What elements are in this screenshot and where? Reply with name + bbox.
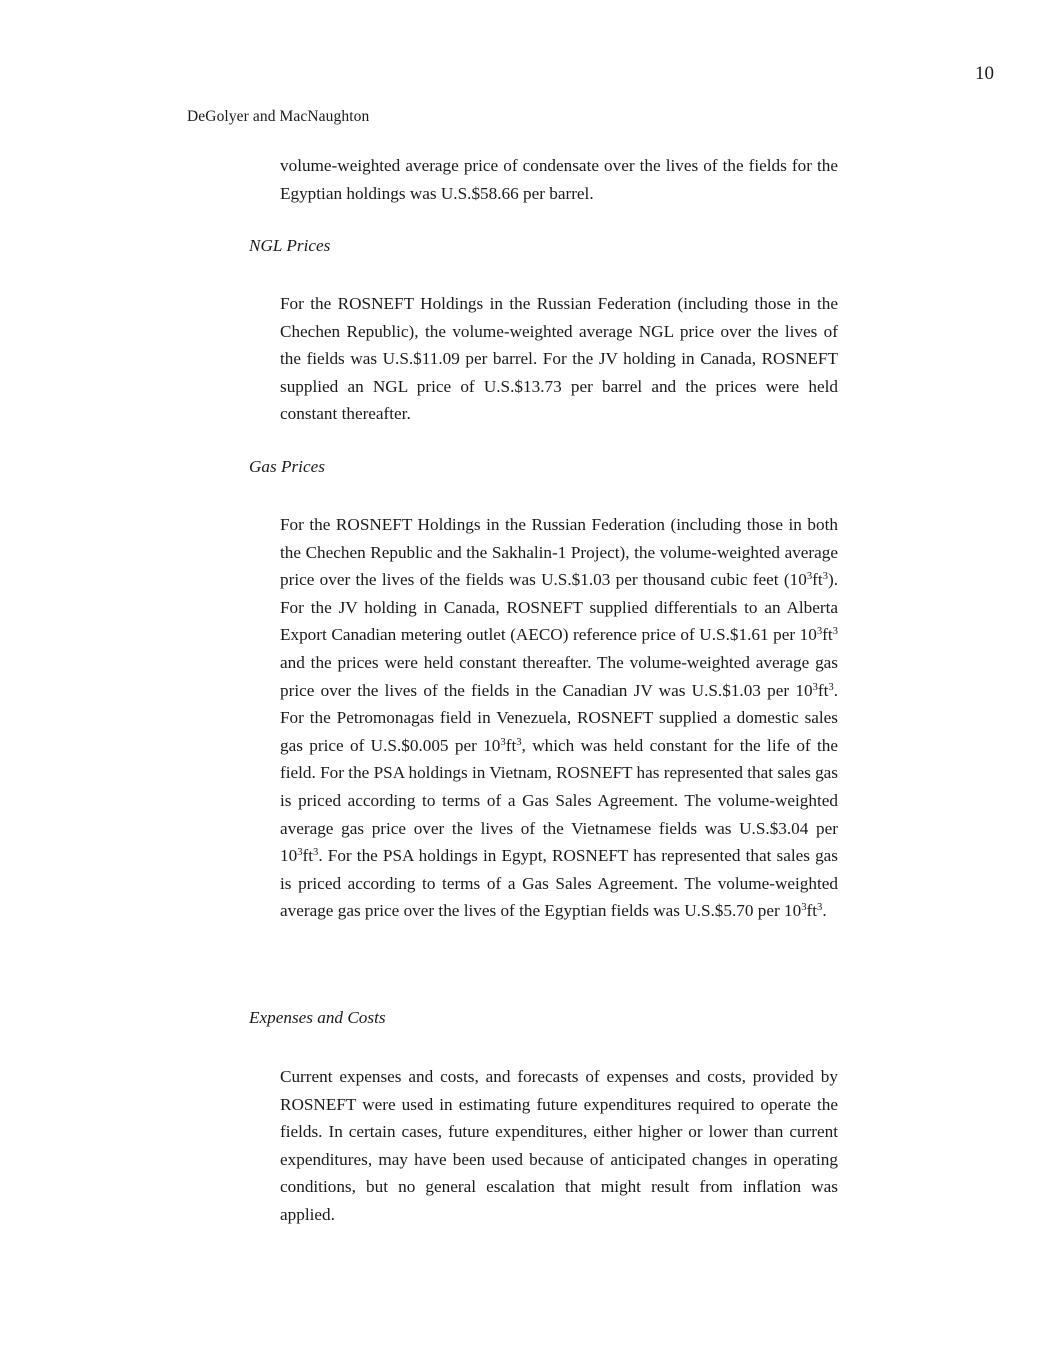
- gas-text-5: , which was held constant for the life of the field. For the PSA holdings in Vietnam, ROSNEFT has represented that sales gas is priced according to terms of a Gas Sales Agreement. The volume-weighted average gas price over the lives of the Vietnamese fields was U.S.$3.04 per 10: [280, 735, 839, 866]
- unit-exponent: 3: [500, 736, 506, 748]
- gas-text-6: . For the PSA holdings in Egypt, ROSNEFT has represented that sales gas is priced according to terms of a Gas Sales Agreement. The volume-weighted average gas price over the lives of the Egyptian fields was U.S.$5.70 per 10: [280, 846, 838, 921]
- unit-ft: ft: [812, 570, 823, 590]
- gas-text-1: For the ROSNEFT Holdings in the Russian Federation (including those in both the Chechen Republic and the Sakhalin-1 Project), the volume-weighted average price over the lives of the fields was U.S.$1.03 per thousand cubic feet (10: [280, 515, 838, 590]
- unit-exponent: 3: [817, 902, 823, 914]
- unit-exponent: 3: [832, 626, 838, 638]
- gas-text-3: and the prices were held constant thereafter. The volume-weighted average gas price over the lives of the fields in the Canadian JV was U.S.$1.03 per 10: [280, 652, 838, 700]
- page-number: 10: [975, 63, 994, 84]
- unit-ft: ft: [806, 901, 818, 921]
- unit-ft: ft: [505, 735, 517, 755]
- unit-exponent: 3: [297, 847, 303, 859]
- unit-exponent: 3: [812, 681, 818, 693]
- unit-ft: ft: [302, 846, 314, 866]
- ngl-prices-heading: NGL Prices: [249, 236, 331, 255]
- unit-exponent: 3: [806, 571, 813, 583]
- unit-exponent: 3: [822, 571, 828, 583]
- expenses-costs-paragraph: Current expenses and costs, and forecasts of expenses and costs, provided by ROSNEFT were used in estimating future expenditures required to operate the fields. In certain cases, future expenditures, either higher or lower than current expenditures, may have been used because of anticipated changes in operating conditions, but no general escalation that might result from inflation was applied.: [280, 1067, 838, 1224]
- unit-ft: ft: [822, 625, 833, 645]
- unit-exponent: 3: [816, 626, 823, 638]
- firm-name-header: DeGolyer and MacNaughton: [187, 108, 370, 125]
- ngl-prices-paragraph: For the ROSNEFT Holdings in the Russian Federation (including those in the Chechen Republic), the volume-weighted average NGL price over the lives of the fields was U.S.$11.09 per barrel. For the JV holding in Canada, ROSNEFT supplied an NGL price of U.S.$13.73 per barrel and the prices were held constant thereafter.: [280, 294, 838, 424]
- condensate-price-paragraph: volume-weighted average price of condensate over the lives of the fields for the Egyptian holdings was U.S.$58.66 per barrel.: [280, 156, 838, 203]
- expenses-costs-heading: Expenses and Costs: [249, 1008, 386, 1027]
- gas-text-2: ). For the JV holding in Canada, ROSNEFT supplied differentials to an Alberta Export Canadian metering outlet (AECO) reference price of U.S.$1.61 per 10: [280, 570, 838, 645]
- gas-text-7: .: [822, 901, 827, 921]
- gas-prices-heading: Gas Prices: [249, 457, 325, 476]
- unit-exponent: 3: [801, 902, 807, 914]
- unit-ft: ft: [817, 680, 829, 700]
- gas-prices-paragraph: [280, 511, 838, 925]
- unit-exponent: 3: [828, 681, 834, 693]
- unit-exponent: 3: [516, 736, 522, 748]
- gas-text-4: . For the Petromonagas field in Venezuela, ROSNEFT supplied a domestic sales gas price of U.S.$0.005 per 10: [280, 680, 838, 755]
- unit-exponent: 3: [313, 847, 319, 859]
